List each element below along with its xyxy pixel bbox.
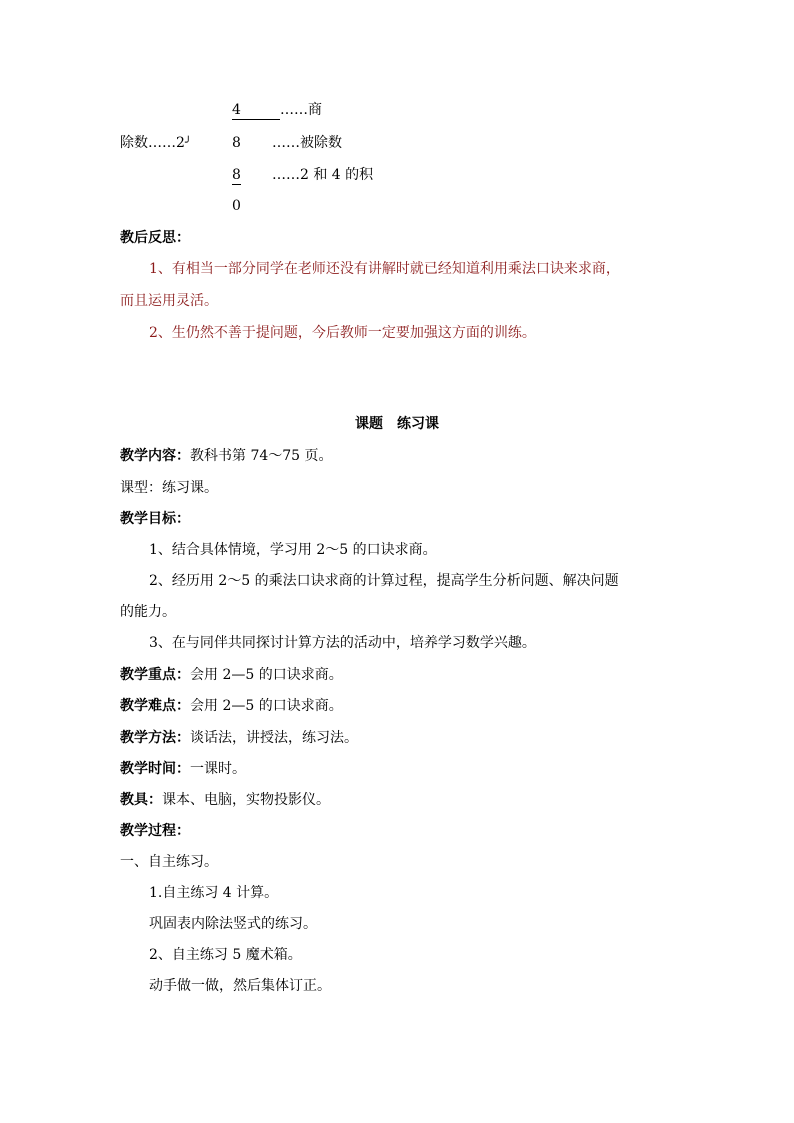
type-label: 课型： (120, 480, 162, 496)
reflection-heading: 教后反思： (120, 230, 190, 246)
content-row (120, 447, 333, 465)
type-row (120, 479, 218, 497)
tools-row (120, 791, 330, 809)
content-value: 教科书第 74～75 页。 (190, 448, 333, 464)
division-bracket: ╯ (184, 136, 192, 149)
step-1-note: 巩固表内除法竖式的练习。 (149, 916, 317, 932)
goals-label: 教学目标： (120, 511, 190, 527)
time-label: 教学时间： (120, 761, 190, 777)
reflection-item-1-line-2: 而且运用灵活。 (120, 293, 218, 309)
method-row (120, 729, 358, 747)
dividend-note: ……被除数 (272, 135, 342, 151)
step-1: 1.自主练习 4 计算。 (149, 885, 279, 901)
difficulty-row (120, 697, 343, 715)
step-2: 2、自主练习 5 魔术箱。 (149, 947, 302, 963)
product-row (232, 166, 241, 185)
goal-2-line-1: 2、经历用 2～5 的乘法口诀求商的计算过程，提高学生分析问题、解决问题 (149, 573, 619, 589)
divisor-label (120, 134, 192, 152)
goal-2-line-2: 的能力。 (120, 604, 176, 620)
key-row (120, 666, 343, 684)
reflection-item-2: 2、生仍然不善于提问题，今后教师一定要加强这方面的训练。 (149, 325, 536, 341)
goal-1: 1、结合具体情境，学习用 2～5 的口诀求商。 (149, 542, 437, 558)
difficulty-label: 教学难点： (120, 698, 190, 714)
section-1: 一、自主练习。 (120, 854, 218, 870)
tools-value: 课本、电脑，实物投影仪。 (162, 792, 330, 808)
method-value: 谈话法，讲授法，练习法。 (190, 730, 358, 746)
key-value: 会用 2—5 的口诀求商。 (190, 667, 343, 683)
content-label: 教学内容： (120, 448, 190, 464)
product-note: ……2 和 4 的积 (272, 167, 374, 183)
lesson-title: 课题 练习课 (355, 416, 439, 432)
key-label: 教学重点： (120, 667, 190, 683)
quotient-note: ……商 (280, 102, 322, 118)
tools-label: 教具： (120, 792, 162, 808)
difficulty-value: 会用 2—5 的口诀求商。 (190, 698, 343, 714)
product-digit: 8 (232, 167, 241, 183)
process-label: 教学过程： (120, 823, 190, 839)
dividend: 8 (232, 135, 241, 151)
type-value: 练习课。 (162, 480, 218, 496)
reflection-item-1-line-1: 1、有相当一部分同学在老师还没有讲解时就已经知道利用乘法口诀来求商， (149, 261, 620, 277)
goal-3: 3、在与同伴共同探讨计算方法的活动中，培养学习数学兴趣。 (149, 635, 536, 651)
time-row (120, 760, 246, 778)
quotient-row (232, 101, 322, 120)
quotient-digit: 4 (232, 101, 280, 120)
step-2-note: 动手做一做，然后集体订正。 (149, 978, 331, 994)
time-value: 一课时。 (190, 761, 246, 777)
method-label: 教学方法： (120, 730, 190, 746)
divisor-text: 除数……2 (120, 135, 185, 151)
remainder: 0 (232, 198, 241, 214)
